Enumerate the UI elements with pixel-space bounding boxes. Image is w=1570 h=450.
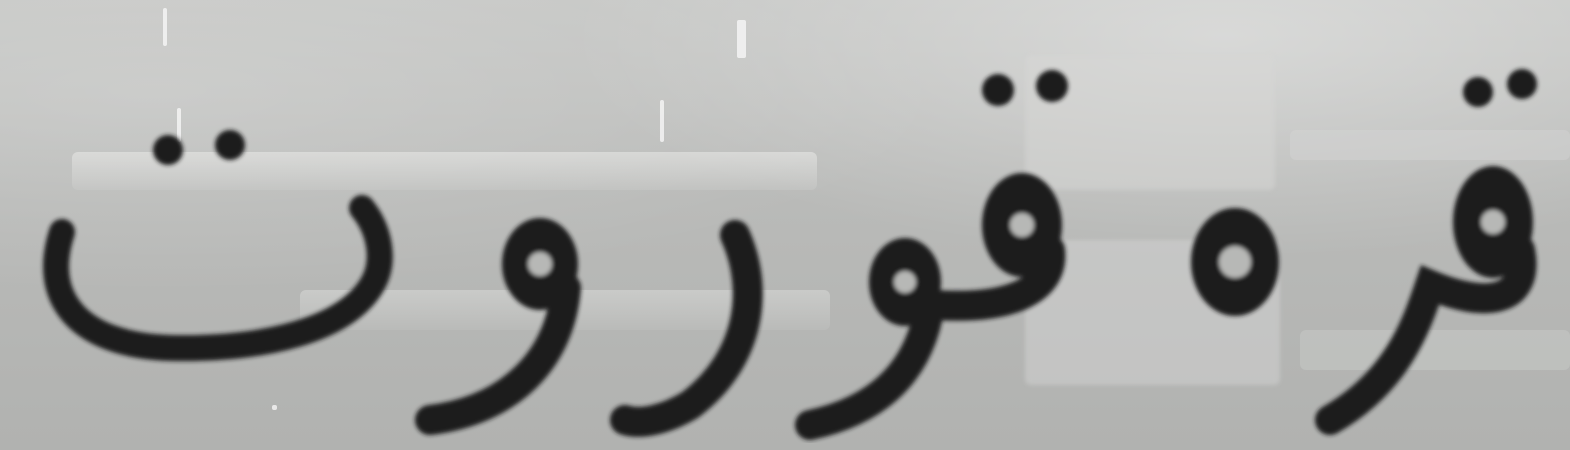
letter-ta <box>56 208 380 348</box>
letter-qaf-dot <box>1036 70 1068 102</box>
letter-waw-tail <box>810 305 930 425</box>
letter-ra <box>625 235 748 422</box>
letter-ta-dot <box>153 135 183 165</box>
sign-text: قره قوروت <box>761 432 809 443</box>
letter-qaf-dot <box>982 74 1014 106</box>
letter-qaf-dot <box>1463 77 1493 107</box>
letter-ta-dot <box>215 130 245 160</box>
letter-qaf-dot <box>1507 69 1537 99</box>
